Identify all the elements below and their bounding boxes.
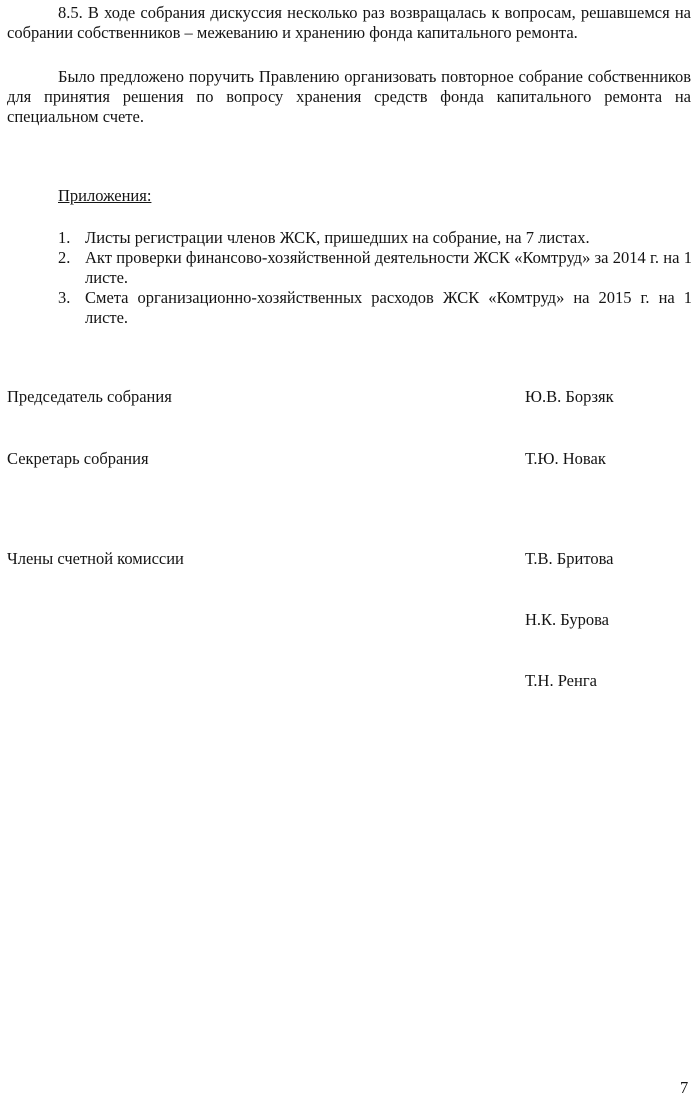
list-item-text: Листы регистрации членов ЖСК, пришедших на собрание, на 7 листах. — [85, 228, 590, 247]
list-item — [58, 228, 692, 248]
list-item-number: 2. — [58, 248, 71, 267]
paragraph-8-5: 8.5. В ходе собрания дискуссия несколько раз возвращалась к вопросам, решавшемся на собрании собственников – межеванию и хранению фонда капитального ремонта. — [7, 3, 691, 42]
list-item — [58, 288, 692, 328]
commission-member-name: Т.Н. Ренга — [525, 671, 597, 690]
list-item — [58, 248, 692, 288]
commission-member-name: Т.В. Бритова — [525, 549, 614, 568]
counting-commission-role: Члены счетной комиссии — [7, 549, 184, 568]
list-item-text: Смета организационно-хозяйственных расходов ЖСК «Комтруд» на 2015 г. на 1 листе. — [85, 288, 692, 327]
paragraph-proposal: Было предложено поручить Правлению организовать повторное собрание собственников для принятия решения по вопросу хранения средств фонда капитального ремонта на специальном счете. — [7, 67, 691, 126]
list-item-number: 1. — [58, 228, 71, 247]
secretary-name: Т.Ю. Новак — [525, 449, 606, 468]
commission-member-name: Н.К. Бурова — [525, 610, 610, 629]
appendix-list — [58, 228, 692, 328]
page-number: 7 — [680, 1078, 689, 1097]
chair-role: Председатель собрания — [7, 387, 172, 406]
list-item-number: 3. — [58, 288, 71, 307]
list-item-text: Акт проверки финансово-хозяйственной деятельности ЖСК «Комтруд» за 2014 г. на 1 листе. — [85, 248, 692, 287]
secretary-role: Секретарь собрания — [7, 449, 149, 468]
appendix-title: Приложения: — [58, 186, 152, 205]
chair-name: Ю.В. Борзяк — [525, 387, 614, 406]
